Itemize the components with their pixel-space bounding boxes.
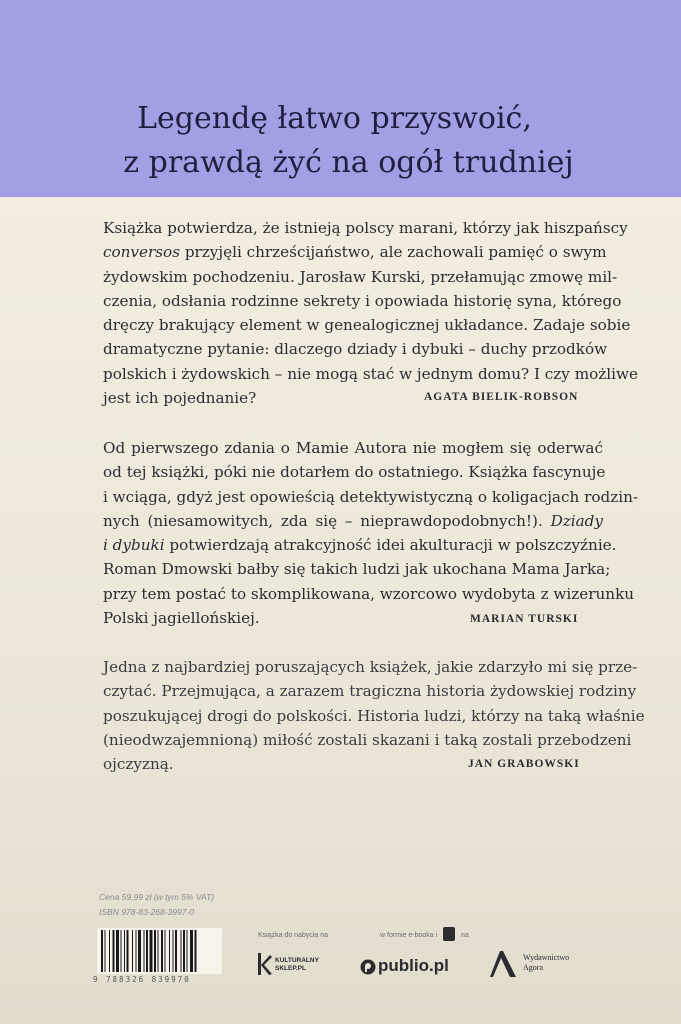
italic-term: Dziady xyxy=(550,511,603,530)
text-line: dramatyczne pytanie: dlaczego dziady i dybuki – duchy przodków xyxy=(103,340,608,359)
text-fragment: przyjęli chrześcijaństwo, ale zachowali pamięć o swym xyxy=(180,243,607,262)
barcode-icon xyxy=(97,928,222,974)
text-line: czenia, odsłania rodzinne sekrety i opowiada historię syna, którego xyxy=(103,291,622,310)
ebook-icon xyxy=(441,924,457,942)
text-line: od tej książki, póki nie dotarłem do ostatniego. Książka fascynuje xyxy=(103,463,606,482)
text-line xyxy=(103,240,607,264)
kulturalny-logo xyxy=(256,951,326,979)
text-line: przy tem postać to skomplikowana, wzorcowo wydobyta z wizerunku xyxy=(103,584,635,603)
text-line: dręczy brakujący element w genealogicznej układance. Zadaje sobie xyxy=(103,316,631,335)
italic-term: i dybuki xyxy=(103,536,165,555)
agora-a-icon xyxy=(486,949,518,979)
agora-text: Wydawnictwo Agora xyxy=(523,953,570,972)
headline-line-1: Legendę łatwo przyswoić, xyxy=(137,101,532,136)
italic-term: conversos xyxy=(103,243,180,262)
text-line: i wciąga, gdyż jest opowieścią detektywistyczną o koligacjach rodzin- xyxy=(103,487,638,506)
available-label: Książka do nabycia na xyxy=(258,932,329,939)
text-fragment: potwierdzają atrakcyjność idei akulturacji w polszczyźnie. xyxy=(164,536,617,555)
text-line: Książka potwierdza, że istnieją polscy marani, którzy jak hiszpańscy xyxy=(103,219,628,237)
barcode-digits: 9 788326 839970 xyxy=(93,975,191,984)
ebook-suffix: na xyxy=(461,932,469,939)
ebook-label: w formie e-booka i xyxy=(380,932,438,939)
publio-p-icon xyxy=(360,959,376,975)
text-line: ojczyzną. xyxy=(103,755,174,774)
text-line: jest ich pojednanie? xyxy=(103,389,257,408)
barcode xyxy=(97,928,222,974)
publio-text: publio.pl xyxy=(378,956,449,975)
text-line: poszukującej drogi do polskości. Historia ludzi, którzy na taką właśnie xyxy=(103,706,645,725)
text-line: Jedna z najbardziej poruszających książek, jakie zdarzyło mi się prze- xyxy=(103,658,638,676)
blurb-1-author: AGATA BIELIK-ROBSON xyxy=(424,391,579,403)
text-line xyxy=(103,533,617,557)
blurb-1 xyxy=(103,216,638,410)
text-line: czytać. Przejmująca, a zarazem tragiczna historia żydowskiej rodziny xyxy=(103,682,637,701)
text-line: żydowskim pochodzeniu. Jarosław Kurski, przełamując zmowę mil- xyxy=(103,267,618,286)
blurb-2-author: MARIAN TURSKI xyxy=(470,613,579,625)
blurb-2 xyxy=(103,436,638,630)
publio-logo xyxy=(360,956,460,978)
text-line: (nieodwzajemnioną) miłość zostali skazani i taką zostali przebodzeni xyxy=(103,730,632,749)
text-line: polskich i żydowskich – nie mogą stać w jednym domu? I czy możliwe xyxy=(103,364,638,383)
text-line xyxy=(103,509,603,533)
kulturalny-text: KULTURALNY SKLEP.PL xyxy=(275,957,319,972)
kulturalny-k-icon xyxy=(256,951,274,977)
agora-logo xyxy=(486,947,596,981)
text-line: Od pierwszego zdania o Mamie Autora nie mogłem się oderwać xyxy=(103,439,603,457)
headline-line-2: z prawdą żyć na ogół trudniej xyxy=(123,145,574,180)
text-fragment: nych (niesamowitych, zda się – nieprawdopodobnych!). xyxy=(103,511,551,530)
text-line: Roman Dmowski bałby się takich ludzi jak ukochana Mama Jarka; xyxy=(103,560,611,579)
blurb-3-author: JAN GRABOWSKI xyxy=(468,758,580,770)
price-label: Cena 59,99 zł (w tym 5% VAT) xyxy=(99,892,215,902)
isbn-label: ISBN 978-83-268-3997-0 xyxy=(99,907,194,917)
text-line: Polski jagiellońskiej. xyxy=(103,609,260,628)
